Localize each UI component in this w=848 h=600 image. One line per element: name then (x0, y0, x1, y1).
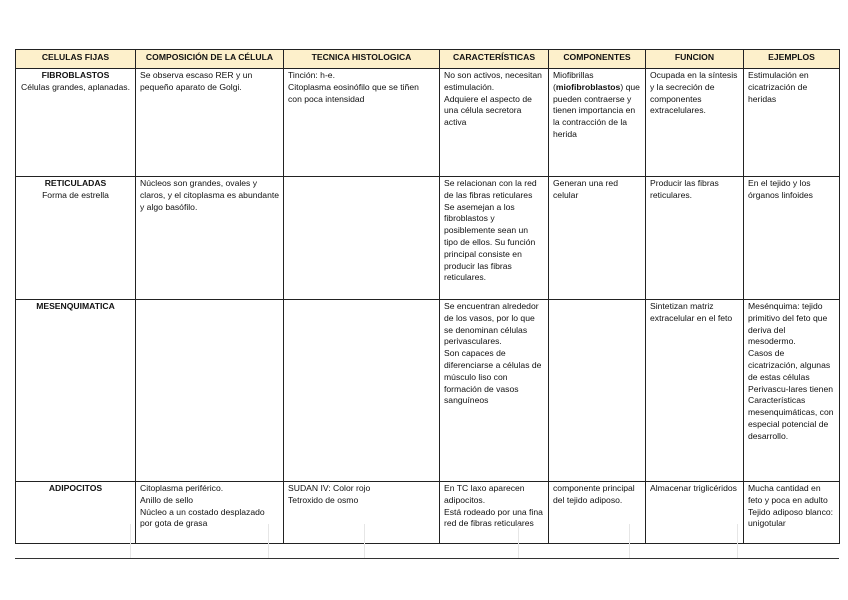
header-ejemplos: EJEMPLOS (744, 50, 840, 69)
caracteristicas-line: En TC laxo aparecen adipocitos. (444, 483, 525, 505)
faint-column-divider (629, 524, 630, 558)
cell-funcion: Ocupada en la síntesis y la secreción de componentes extracelulares. (646, 69, 744, 177)
cell-funcion: Producir las fibras reticulares. (646, 177, 744, 300)
faint-column-divider (737, 524, 738, 558)
cell-componentes (549, 300, 646, 482)
caracteristicas-line: Se encuentran alrededor de los vasos, por lo que se denominan células perivasculares. (444, 301, 539, 347)
faint-column-divider (518, 524, 519, 558)
cell-funcion: Sintetizan matriz extracelular en el feto (646, 300, 744, 482)
caracteristicas-line: Está rodeado por una fina red de fibras reticulares (444, 506, 543, 529)
cell-composicion (136, 300, 284, 482)
cell-tecnica (284, 177, 440, 300)
composicion-line: Núcleo a un costado desplazado por gota de grasa (140, 506, 265, 529)
header-celulas-fijas: CELULAS FIJAS (16, 50, 136, 69)
ejemplos-line: Mesénquima: tejido primitivo del feto que deriva del mesodermo. (748, 301, 828, 347)
faint-column-divider (130, 524, 131, 558)
caracteristicas-line: Adquiere el aspecto de una célula secretora activa (444, 93, 532, 128)
cell-subtitle: Células grandes, aplanadas. (21, 81, 130, 92)
tecnica-line: SUDAN IV: Color rojo (288, 483, 371, 493)
cell-type-fibroblastos (16, 69, 136, 177)
header-row (16, 50, 840, 69)
caracteristicas-line: Son capaces de diferenciarse a células de músculo liso con formación de vasos sanguíneos (444, 348, 542, 406)
trailing-empty-rows (15, 524, 839, 559)
cell-funcion: Almacenar triglicéridos (646, 482, 744, 544)
cell-caracteristicas (440, 69, 549, 177)
ejemplos-line: Casos de cicatrización, algunas de estas células Perivascu-lares tienen Características mesenquimáticas, con especial potencial de desarrollo. (748, 348, 834, 441)
cell-composicion: Se observa escaso RER y un pequeño aparato de Golgi. (136, 69, 284, 177)
composicion-line: Anillo de sello (140, 494, 194, 505)
componentes-bold: miofibroblastos (555, 81, 621, 92)
table-row-mesenquimatica (16, 300, 840, 482)
cell-ejemplos: Estimulación en cicatrización de heridas (744, 69, 840, 177)
cell-componentes: componente principal del tejido adiposo. (549, 482, 646, 544)
cell-name: ADIPOCITOS (48, 483, 103, 493)
header-caracteristicas: CARACTERÍSTICAS (440, 50, 549, 69)
cell-caracteristicas (440, 177, 549, 300)
table-row-fibroblastos (16, 69, 840, 177)
composicion-line: Citoplasma periférico. (140, 483, 224, 493)
cell-componentes (549, 69, 646, 177)
caracteristicas-line: No son activos, necesitan estimulación. (444, 70, 542, 92)
faint-column-divider (364, 524, 365, 558)
cell-name: MESENQUIMATICA (36, 301, 115, 311)
cell-name: RETICULADAS (44, 178, 107, 188)
cell-type-mesenquimatica (16, 300, 136, 482)
ejemplos-line: Mucha cantidad en feto y poca en adulto (748, 483, 828, 505)
tecnica-line: Tetroxido de osmo (288, 494, 359, 505)
cell-name: FIBROBLASTOS (41, 70, 110, 80)
tecnica-line: Citoplasma eosinófilo que se tiñen con poca intensidad (288, 81, 419, 104)
tecnica-line: Tinción: h-e. (288, 70, 335, 80)
cell-componentes: Generan una red celular (549, 177, 646, 300)
cells-table (15, 49, 840, 544)
componentes-text-post: ) que pueden contraerse y tienen importancia en la contracción de la herida (553, 81, 640, 139)
header-tecnica-histologica: TECNICA HISTOLOGICA (284, 50, 440, 69)
cell-caracteristicas (440, 300, 549, 482)
componentes-text-pre: Miofibrillas ( (553, 70, 594, 92)
header-composicion: COMPOSICIÓN DE LA CÉLULA (136, 50, 284, 69)
cell-tecnica (284, 69, 440, 177)
cell-composicion: Núcleos son grandes, ovales y claros, y el citoplasma es abundante y algo basófilo. (136, 177, 284, 300)
faint-column-divider (268, 524, 269, 558)
ejemplos-line: Tejido adiposo blanco: unigotular (748, 506, 834, 529)
cell-type-reticuladas (16, 177, 136, 300)
caracteristicas-line: Se asemejan a los fibroblastos y posiblemente sean un tipo de ellos. Su función principal consiste en producir las fibras reticulares. (444, 201, 536, 283)
cell-subtitle: Forma de estrella (42, 189, 109, 200)
cell-ejemplos (744, 300, 840, 482)
table-row-reticuladas (16, 177, 840, 300)
cell-ejemplos: En el tejido y los órganos linfoides (744, 177, 840, 300)
caracteristicas-line: Se relacionan con la red de las fibras reticulares (444, 178, 537, 200)
cell-tecnica (284, 300, 440, 482)
header-funcion: FUNCION (646, 50, 744, 69)
header-componentes: COMPONENTES (549, 50, 646, 69)
